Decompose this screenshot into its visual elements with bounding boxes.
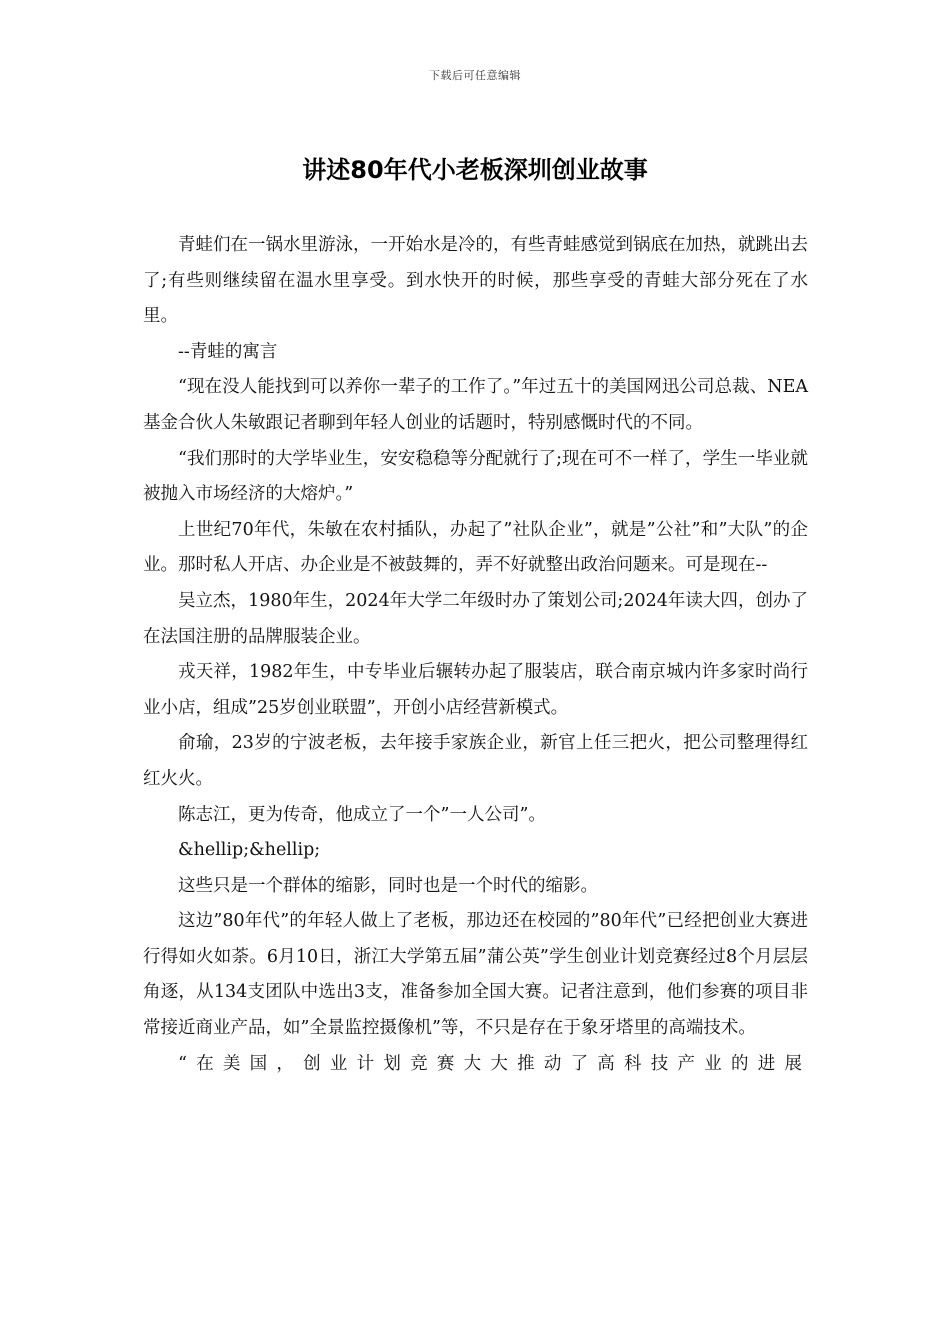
paragraph: “现在没人能找到可以养你一辈子的工作了。”年过五十的美国网迅公司总裁、NEA基金合伙人朱敏跟记者聊到年轻人创业的话题时，特别感慨时代的不同。 [143, 377, 808, 433]
paragraph: --青蛙的寓言 [178, 341, 278, 362]
header-note: 下载后可任意编辑 [429, 69, 521, 82]
paragraph: 陈志江，更为传奇，他成立了一个”一人公司”。 [178, 804, 546, 825]
paragraph: “在美国，创业计划竞赛大大推动了高科技产业的进展 [178, 1053, 808, 1074]
paragraph: 这些只是一个群体的缩影，同时也是一个时代的缩影。 [178, 875, 598, 896]
paragraph: 这边”80年代”的年轻人做上了老板，那边还在校园的”80年代”已经把创业大赛进行得如火如荼。6月10日，浙江大学第五届”蒲公英”学生创业计划竞赛经过8个月层层角逐，从134支团队中选出3支，准备参加全国大赛。记者注意到，他们参赛的项目非常接近商业产品，如”全景监控摄像机”等，不只是存在于象牙塔里的高端技术。 [143, 911, 808, 1039]
paragraph: “我们那时的大学毕业生，安安稳稳等分配就行了;现在可不一样了，学生一毕业就被抛入市场经济的大熔炉。” [143, 448, 808, 505]
paragraph: &hellip;&hellip; [178, 840, 321, 861]
paragraph: 俞瑜，23岁的宁波老板，去年接手家族企业，新官上任三把火，把公司整理得红红火火。 [143, 733, 808, 789]
page-title: 讲述80年代小老板深圳创业故事 [302, 156, 648, 184]
paragraph: 上世纪70年代，朱敏在农村插队，办起了”社队企业”，就是”公社”和”大队”的企业。那时私人开店、办企业是不被鼓舞的，弄不好就整出政治问题来。可是现在-- [143, 519, 808, 576]
paragraph: 吴立杰，1980年生，2024年大学二年级时办了策划公司;2024年读大四，创办了在法国注册的品牌服装企业。 [143, 590, 808, 647]
paragraph: 青蛙们在一锅水里游泳，一开始水是冷的，有些青蛙感觉到锅底在加热，就跳出去了;有些则继续留在温水里享受。到水快开的时候，那些享受的青蛙大部分死在了水里。 [143, 235, 808, 327]
article-body [143, 228, 808, 1082]
paragraph: 戎天祥，1982年生，中专毕业后辗转办起了服装店，联合南京城内许多家时尚行业小店，组成”25岁创业联盟”，开创小店经营新模式。 [143, 662, 808, 718]
